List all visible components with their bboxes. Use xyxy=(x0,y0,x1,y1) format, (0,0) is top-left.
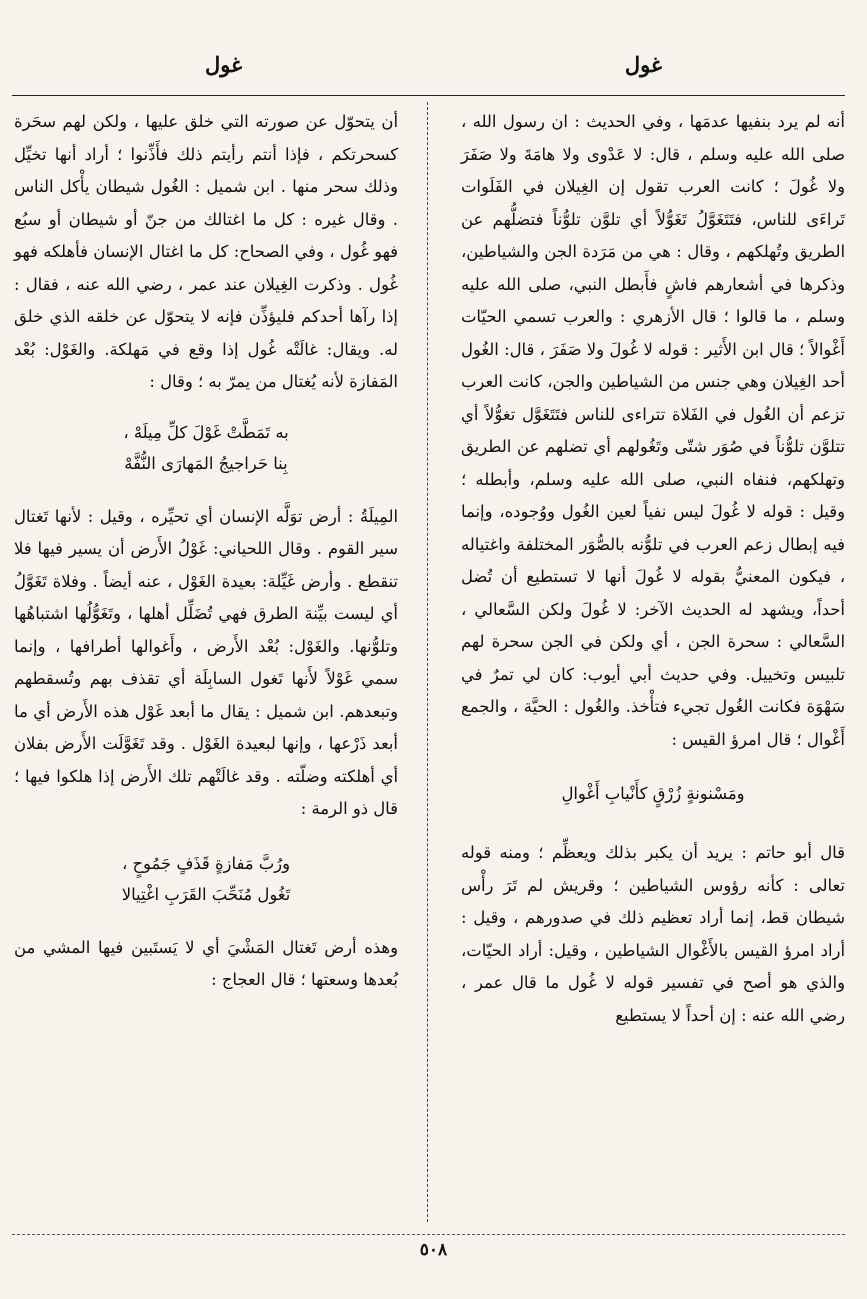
column-divider xyxy=(427,102,428,1222)
left-verse-1-line-b: بِنا حَراجيجُ المَهارَى النُّفَّهْ xyxy=(124,453,288,473)
left-verse-1 xyxy=(14,417,398,479)
left-verse-2-line-b: تَغُول مُنَحِّبَ القَرَبِ اغْتِيالا xyxy=(121,884,291,904)
left-paragraph-1: أن يتحوّل عن صورته التي خلق عليها ، ولكن لهم سحَرة كسحرتكم ، فإذا أنتم رأيتم ذلك فأَذِّنوا ؛ أراد أنها تخيِّل وذلك سحر منها . ابن شميل : الغُول شيطان يأْكل الناس . وقال غيره : كل ما اغتالك من جنّ أو شيطان أو سبُع فهو غُول ، وفي الصحاح: كل ما اغتال الإنسان فأهلكه فهو غُول . وذكرت الغِيلان عند عمر ، رضي الله عنه ، فقال : إذا رآها أحدكم فليؤذِّن فإنه لا يتحوّل عن خلقه الذي خلق له. ويقال: غالَتْه غُول إذا وقع في مَهلكة. والغَوْل: بُعْد المَفازة لأنه يُغتال من يمرّ به ؛ وقال : xyxy=(14,112,398,391)
bottom-rule xyxy=(12,1234,845,1235)
right-paragraph-2: قال أبو حاتم : يريد أن يكبر بذلك ويعظِّم ؛ ومنه قوله تعالى : كأنه رؤوس الشياطين ؛ وقريش لم تَرَ رأْس شيطان قط، إنما أراد تعظيم ذلك في صدورهم ، وقيل : أراد امرؤ القيس بالأَغْوال الشياطين ، وقيل: أراد الحيّات، والذي هو أصح في تفسير قوله لا غُول ما قال عمر ، رضي الله عنه : إن أحداً لا يستطيع xyxy=(461,843,845,1025)
left-verse-2-line-a: ورُبَّ مَفازةٍ قَذَفٍ جَمُوحٍ ، xyxy=(121,853,291,873)
left-headword: غول xyxy=(205,52,243,77)
top-rule xyxy=(12,95,845,96)
page-number: ٥٠٨ xyxy=(419,1240,448,1260)
right-column xyxy=(461,106,845,1032)
right-paragraph-1: أنه لم يرد بنفيها عدمَها ، وفي الحديث : ان رسول الله ، صلى الله عليه وسلم ، قال: لا عَدْوى ولا هامَةَ ولا صَفَرَ ولا غُولَ ؛ كانت العرب تقول إن الغِيلان في الفَلَوات تَراءَى للناس، فتَتَغَوَّلُ تَغَوُّلاً أي تلوَّن تلوُّناً فتضلُّهم عن الطريق وتُهلكهم ، وقال : هي من مَرَدة الجن والشياطين، وذكرها في أشعارهم فاشٍ فأَبطل النبي، صلى الله عليه وسلم ، ما قالوا ؛ قال الأزهري : والعرب تسمي الحيّات أَغْوالاً ؛ قال ابن الأَثير : قوله لا غُولَ ولا صَفَرَ ، قال: الغُول أحد الغِيلان وهي جنس من الشياطين والجن، كانت العرب تزعم أن الغُول في الفَلاة تتراءى للناس فتَتَغَوَّل تغوُّلاً أي تتلوَّن تلوُّناً في صُوَر شتّى وتَغُولهم أي تضلهم عن الطريق وتهلكهم، فنفاه النبي، صلى الله عليه وسلم، وأبطله ؛ وقيل : قوله لا غُولَ ليس نفياً لعين الغُول ووُجوده، وإنما فيه إبطال زعم العرب في تلوُّنه بالصُّوَر المختلفة واغتياله ، فيكون المعنيُّ بقوله لا غُولَ أنها لا تستطيع أن تُضل أحداً، ويشهد له الحديث الآخر: لا غُولَ ولكن السَّعالي ، السَّعالي : سحرة الجن ، أي ولكن في الجن سحرة لهم تلبيس وتخييل. وفي حديث أبي أيوب: كان لي تمرٌ في سَهْوَة فكانت الغُول تجيء فتأْخذ. والغُول : الحيَّة ، والجمع أَغْوال ؛ قال امرؤ القيس : xyxy=(461,112,845,749)
left-paragraph-3: وهذه أرض تَغتال المَشْيَ أي لا يَستَبين فيها المشي من بُعدها وسعتها ؛ قال العجاج : xyxy=(14,937,398,989)
left-column xyxy=(14,106,398,997)
left-verse-1-line-a: به تَمَطَّتْ غَوْلَ كلِّ مِيلَهْ ، xyxy=(123,422,289,442)
right-headword: غول xyxy=(624,52,662,77)
left-verse-2 xyxy=(14,848,398,910)
left-paragraph-2: المِيلَةُ : أرض توَلَّه الإنسان أي تحيِّره ، وقيل : لأنها تَغتال سير القوم . وقال اللحياني: غَوْلُ الأَرض أن يسير فيها فلا تنقطع . وأرض غَيِّلة: بعيدة الغَوْل ، عنه أيضاً . وفلاة تَغَوَّلُ أي ليست بيِّنة الطرق فهي تُضَلِّل أهلها ، وتَغَوُّلُها اشتباهُها وتلوُّنها. والغَوْل: بُعْد الأَرض ، وأَغوالها أطرافها ، وإنما سمي غَوْلاً لأَنها تَغول السابِلَة أي تقذف بهم وتُسقطهم وتبعدهم. ابن شميل : يقال ما أبعد غَوْل هذه الأَرض أي ما أبعد ذَرْعها ، وإنها لبعيدة الغَوْل . وقد تَغَوَّلَت الأَرض بفلان أي أهلكته وضلّته . وقد غالَتْهم تلك الأَرض إذا هلكوا فيها ؛ قال ذو الرمة : xyxy=(14,506,398,818)
right-verse-1: ومَسْنونةٍ زُرْقٍ كأَنْيابِ أَغْوالِ xyxy=(561,784,745,803)
